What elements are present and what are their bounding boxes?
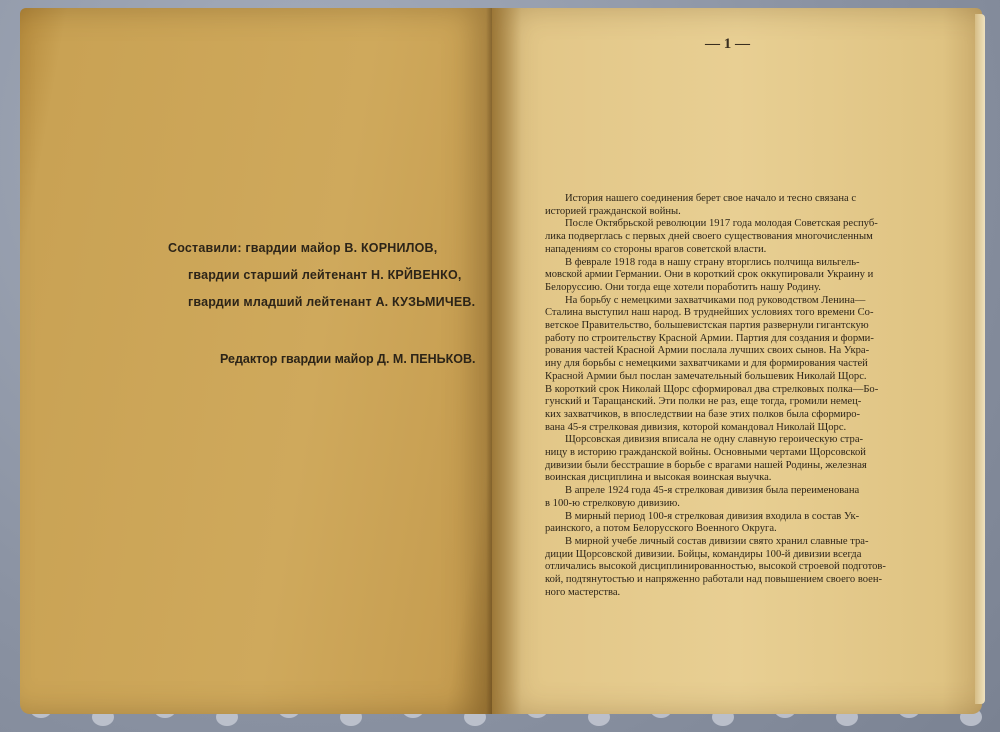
text-line: раинского, а потом Белорусского Военного Округа. [545, 523, 777, 535]
text-line: Щорсовская дивизия вписала не одну славную героическую стра- [565, 434, 864, 446]
text-line: в 100-ю стрелковую дивизию. [545, 497, 680, 509]
text-line: вана 45-я стрелковая дивизия, которой командовал Николай Щорс. [545, 421, 847, 433]
text-line: В мирной учебе личный состав дивизии свято хранил славные тра- [565, 535, 869, 547]
text-line: ветское Правительство, большевистская партия развернули гигантскую [545, 320, 869, 332]
text-line: В мирный период 100-я стрелковая дивизия входила в состав Ук- [565, 510, 860, 522]
credit-line-1: Составили: гвардии майор В. КОРНИЛОВ, [168, 241, 438, 255]
text-line: В апреле 1924 года 45-я стрелковая дивизия была переименована [565, 485, 860, 497]
text-line: воинская дисциплина и высокая воинская выучка. [545, 472, 772, 484]
text-line: ного мастерства. [545, 586, 621, 598]
text-line: В феврале 1918 года в нашу страну вторглись полчища вильгель- [565, 256, 860, 268]
text-line: Белоруссию. Они тогда еще хотели поработить нашу Родину. [545, 281, 821, 293]
credit-line-2: гвардии старший лейтенант Н. КРЙВЕНКО, [188, 268, 462, 282]
text-line: В короткий срок Николай Щорс сформировал два стрелковых полка—Бо- [545, 383, 879, 395]
text-line: лика подверглась с первых дней своего существования многочисленным [545, 231, 873, 243]
text-line: Красной Армии был послан замечательный большевик Николай Щорс. [545, 370, 867, 382]
text-line: дивизии были бесстрашие в борьбе с врагами нашей Родины, железная [545, 459, 867, 471]
text-line: ину для борьбы с немецкими захватчиками и для формирования частей [545, 358, 868, 370]
left-page [20, 8, 492, 714]
page-edges [975, 14, 985, 704]
page-number: — 1 — [705, 36, 750, 52]
text-line: История нашего соединения берет свое начало и тесно связана с [565, 193, 857, 204]
text-line: работу по строительству Красной Армии. Партия для создания и форми- [545, 332, 874, 344]
text-line: ких захватчиков, в впоследствии на базе этих полков была сформиро- [545, 408, 861, 420]
text-line: историей гражданской войны. [545, 205, 681, 217]
text-line: отличались высокой дисциплинированностью, высокой строевой подготов- [545, 561, 886, 573]
text-line: нападениям со стороны врагов советской власти. [545, 243, 767, 255]
text-line: После Октябрьской революции 1917 года молодая Советская респуб- [565, 218, 878, 230]
text-line: На борьбу с немецкими захватчиками под руководством Ленина— [565, 294, 866, 306]
text-line: кой, подтянутостью и напряженно работали над повышением своего воен- [545, 574, 883, 586]
text-line: Сталина выступил наш народ. В труднейших условиях того времени Со- [545, 307, 874, 319]
text-line: рования частей Красной Армии послала лучших своих сынов. На Укра- [545, 345, 870, 357]
text-line: гунский и Таращанский. Эти полки не раз, еще тогда, громили немец- [545, 396, 862, 408]
text-line: ницу в историю гражданской войны. Основными чертами Щорсовской [545, 447, 866, 459]
text-line: диции Щорсовской дивизии. Бойцы, командиры 100-й дивизии всегда [545, 548, 862, 560]
editor-line: Редактор гвардии майор Д. М. ПЕНЬКОВ. [220, 352, 476, 366]
credit-line-3: гвардии младший лейтенант А. КУЗЬМИЧЕВ. [188, 295, 476, 309]
body-text [545, 193, 970, 600]
text-line: мовской армии Германии. Они в короткий срок оккупировали Украину и [545, 269, 874, 281]
